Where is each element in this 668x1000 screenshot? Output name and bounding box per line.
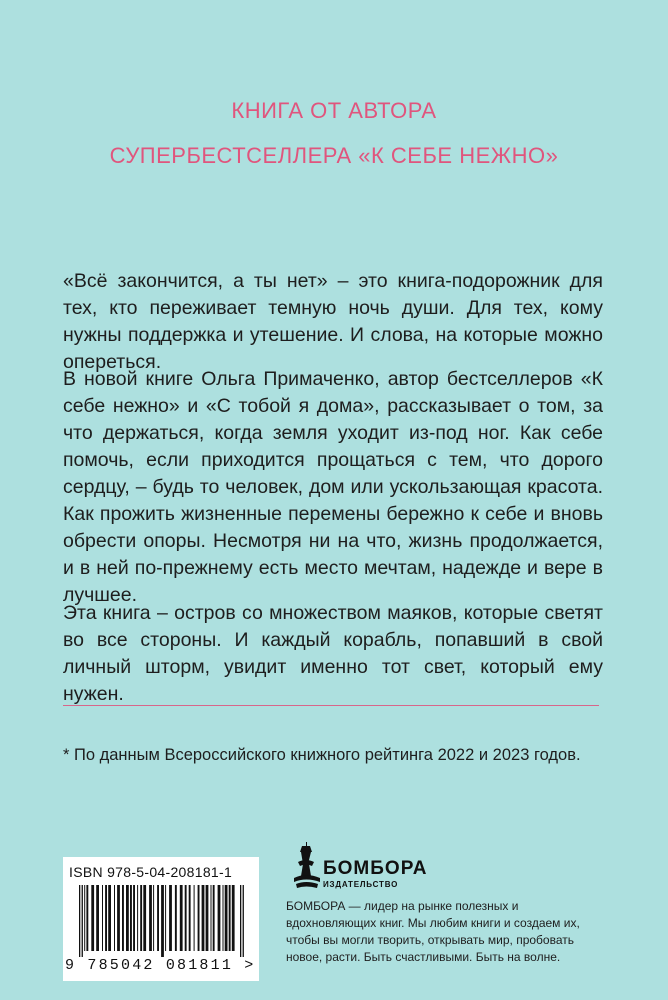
blurb-paragraph-3	[63, 600, 603, 708]
publisher-subtitle: ИЗДАТЕЛЬСТВО	[323, 880, 399, 889]
tagline-line-1: КНИГА ОТ АВТОРА	[231, 98, 437, 123]
blurb-paragraph-1	[63, 268, 603, 376]
ean-digits: 9 785042 081811 >	[65, 957, 256, 974]
isbn-label: ISBN 978-5-04-208181-1	[69, 864, 233, 880]
publisher-name: БОМБОРА	[323, 858, 428, 879]
barcode-icon	[79, 885, 245, 957]
paragraph-text: Эта книга – остров со множеством маяков, которые светят во все стороны. И каждый корабль, попавший в свой личный шторм, увидит именно тот свет, который ему нужен.	[63, 602, 603, 705]
paragraph-text: «Всё закончится, а ты нет» – это книга-подорожник для тех, кто переживает темную ночь души. Для тех, кому нужны поддержка и утешение. И слова, на которые можно опереться.	[63, 270, 603, 373]
barcode-panel	[63, 857, 259, 981]
footnote: * По данным Всероссийского книжного рейтинга 2022 и 2023 годов.	[63, 746, 581, 764]
divider-line	[63, 705, 599, 706]
lighthouse-logo-icon	[292, 842, 322, 892]
tagline-line-2: СУПЕРБЕСТСЕЛЛЕРА «К СЕБЕ НЕЖНО»	[109, 143, 559, 168]
publisher-description: БОМБОРА — лидер на рынке полезных и вдохновляющих книг. Мы любим книги и создаем их, чтобы вы могли творить, открывать мир, пробовать новое, расти. Быть счастливыми. Быть на волне.	[286, 899, 580, 964]
blurb-paragraph-2	[63, 366, 603, 609]
paragraph-text: В новой книге Ольга Примаченко, автор бестселлеров «К себе нежно» и «С тобой я дома», рассказывает о том, за что держаться, когда земля уходит из-под ног. Как себе помочь, если приходится прощаться с тем, что дорого сердцу, – будь то человек, дом или ускользающая красота. Как прожить жизненные перемены бережно к себе и вновь обрести опоры. Несмотря ни на что, жизнь продолжается, и в ней по-прежнему есть место мечтам, надежде и вере в лучшее.	[63, 368, 603, 606]
